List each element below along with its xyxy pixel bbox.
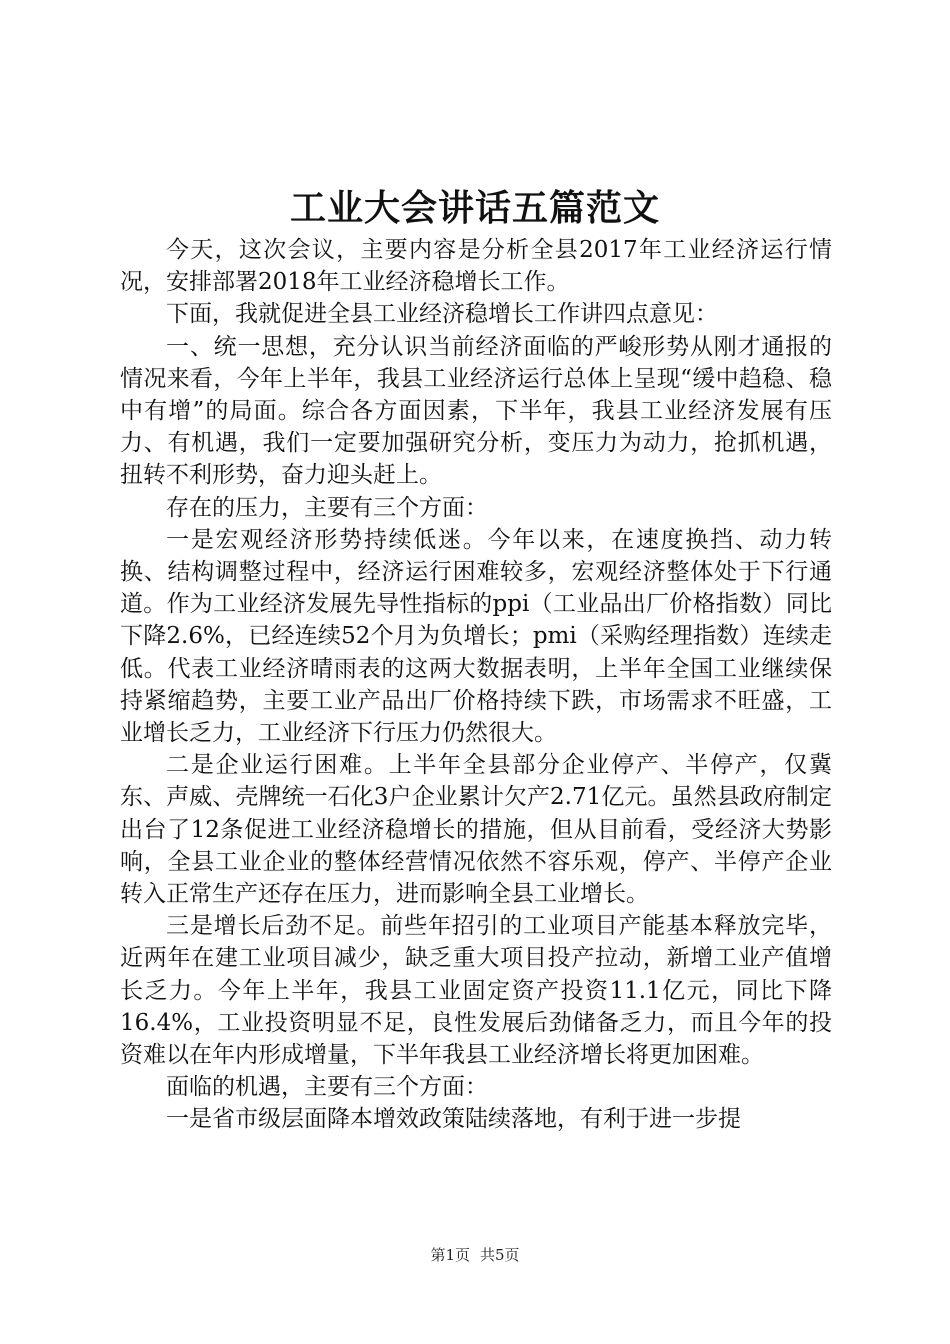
paragraph: 二是企业运行困难。上半年全县部分企业停产、半停产，仅冀东、声威、壳牌统一石化3户企业累计欠产2.71亿元。虽然县政府制定出台了12条促进工业经济稳增长的措施，但从目前看，受经济大势影响，全县工业企业的整体经营情况依然不容乐观，停产、半停产企业转入正常生产还存在压力，进而影响全县工业增长。 (120, 752, 832, 908)
paragraph: 今天，这次会议，主要内容是分析全县2017年工业经济运行情况，安排部署2018年工业经济稳增长工作。 (120, 237, 832, 296)
paragraph: 面临的机遇，主要有三个方面： (166, 1074, 488, 1101)
paragraph: 存在的压力，主要有三个方面： (166, 494, 488, 521)
page-number: 第1页 (430, 1246, 470, 1264)
paragraph: 下面，我就促进全县工业经济稳增长工作讲四点意见： (166, 301, 718, 328)
page-footer (0, 1245, 950, 1265)
paragraph: 一是宏观经济形势持续低迷。今年以来，在速度换挡、动力转换、结构调整过程中，经济运行困难较多，宏观经济整体处于下行通道。作为工业经济发展先导性指标的ppi（工业品出厂价格指数）同比下降2.6%，已经连续52个月为负增长；pmi（采购经理指数）连续走低。代表工业经济晴雨表的这两大数据表明，上半年全国工业继续保持紧缩趋势，主要工业产品出厂价格持续下跌，市场需求不旺盛，工业增长乏力，工业经济下行压力仍然很大。 (120, 526, 832, 747)
paragraph: 三是增长后劲不足。前些年招引的工业项目产能基本释放完毕，近两年在建工业项目减少，缺乏重大项目投产拉动，新增工业产值增长乏力。今年上半年，我县工业固定资产投资11.1亿元，同比下降16.4%，工业投资明显不足，良性发展后劲储备乏力，而且今年的投资难以在年内形成增量，下半年我县工业经济增长将更加困难。 (120, 913, 832, 1069)
paragraph: 一、统一思想，充分认识当前经济面临的严峻形势从刚才通报的情况来看，今年上半年，我县工业经济运行总体上呈现“缓中趋稳、稳中有增”的局面。综合各方面因素，下半年，我县工业经济发展有压力、有机遇，我们一定要加强研究分析，变压力为动力，抢抓机遇，扭转不利形势，奋力迎头赶上。 (120, 333, 832, 489)
paragraph: 一是省市级层面降本增效政策陆续落地，有利于进一步提 (166, 1106, 741, 1133)
page-total: 共5页 (480, 1246, 520, 1264)
document-body (120, 234, 832, 1136)
document-title: 工业大会讲话五篇范文 (289, 187, 660, 229)
